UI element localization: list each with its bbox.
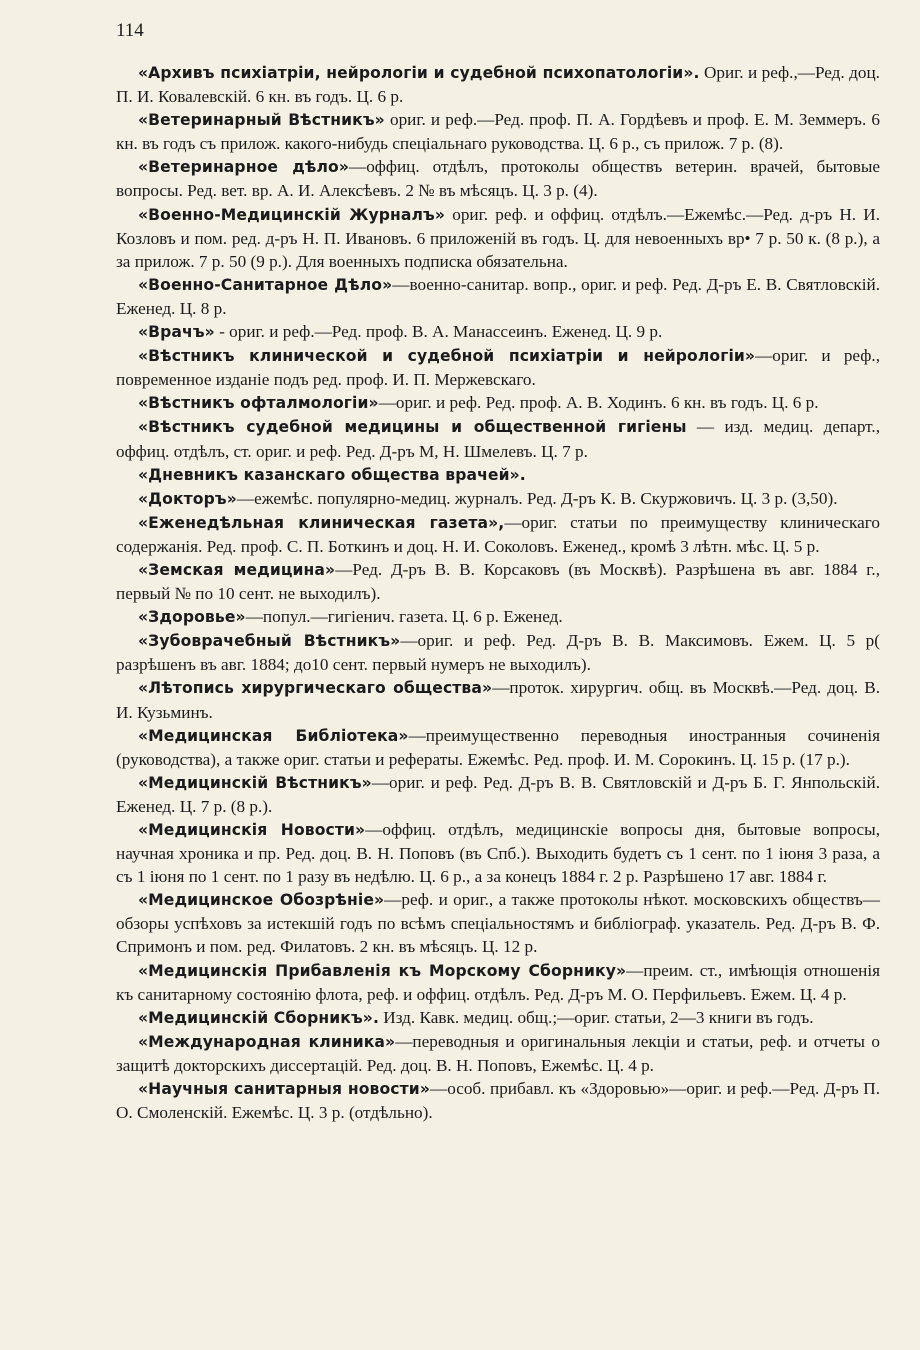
periodical-entry [116,605,880,629]
periodical-title: «Здоровье» [138,608,246,627]
periodical-title: «Дневникъ казанскаго общества врачей». [138,465,526,484]
periodical-entry [116,344,880,391]
periodical-title: «Медицинскія Прибавленія къ Морскому Сборнику» [138,961,627,980]
periodical-description: ориг. и реф.—Ред. проф. П. А. Гордѣевъ и проф. Е. М. Земмеръ. 6 кн. въ годъ съ прилож. какого-нибудь спеціальнаго руководства. Ц. 6 р., съ прилож. 7 р. (8). [116,110,880,154]
periodical-title: «Научныя санитарныя новости» [138,1080,430,1099]
periodical-title: «Ветеринарный Вѣстникъ» [138,111,385,130]
periodical-entry [116,818,880,888]
periodical-description: —ежемѣс. популярно-медиц. журналъ. Ред. Д-ръ К. В. Скуржовичъ. Ц. 3 р. (3,50). [236,488,838,508]
periodical-description: —ориг. статьи по преимуществу клиническаго содержанія. Ред. проф. С. П. Боткинъ и доц. Н. И. Соколовъ. Еженед., кромѣ 3 лѣтн. мѣс. Ц. 5 р. [116,512,880,556]
periodical-title: «Военно-Санитарное Дѣло» [138,275,393,294]
periodical-description: Ориг. и реф.,—Ред. доц. П. И. Ковалевскій. 6 кн. въ годъ. Ц. 6 р. [116,63,880,107]
periodical-title: «Врачъ» [138,323,215,342]
periodical-entry [116,888,880,958]
periodical-entry [116,771,880,818]
periodical-entry [116,108,880,155]
periodical-title: «Вѣстникъ судебной медицины и общественной гигіены [138,418,687,437]
periodicals-list [116,61,880,1124]
periodical-title: «Медицинскій Сборникъ». [138,1008,379,1027]
periodical-entry [116,1006,880,1030]
periodical-entry [116,959,880,1006]
periodical-description: ориг. реф. и оффиц. отдѣлъ.—Ежемѣс.—Ред. д-ръ Н. И. Козловъ и пом. ред. д-ръ Н. П. Ивановъ. 6 приложеній въ годъ. Ц. для невоенныхъ вр• 7 р. 50 к. (8 р.), а за прилож. 7 р. 50 (9 р.). Для военныхъ подписка обязательна. [116,204,881,271]
periodical-description: —преим. ст., имѣющія отношенія къ санитарному состоянію флота, реф. и оффиц. отдѣлъ. Ред. Д-ръ М. О. Перфильевъ. Ежем. Ц. 4 р. [116,960,880,1004]
periodical-entry [116,273,880,320]
periodical-entry [116,558,880,605]
periodical-entry [116,415,880,462]
periodical-description: —ориг. и реф. Ред. Д-ръ В. В. Максимовъ. Ежем. Ц. 5 р( разрѣшенъ въ авг. 1884; до10 сент. первый нумеръ не выходилъ). [116,631,881,675]
periodical-entry [116,511,880,558]
periodical-title: «Лѣтопись хирургическаго общества» [138,679,493,698]
periodical-entry [116,203,880,273]
periodical-entry [116,724,880,771]
periodical-title: «Вѣстникъ офталмологіи» [138,394,379,413]
periodical-entry [116,1077,880,1124]
periodical-entry [116,391,880,415]
periodical-title: «Медицинское Обозрѣніе» [138,891,385,910]
periodical-title: «Международная клиника» [138,1032,396,1051]
periodical-description: —ориг. и реф., повременное изданіе подъ ред. проф. И. П. Мержевскаго. [116,346,880,390]
periodical-description: —переводныя и оригинальныя лекціи и статьи, реф. и отчеты о защитѣ докторскихъ диссертацій. Ред. доц. В. Н. Поповъ, Ежемѣс. Ц. 4 р. [116,1031,881,1075]
periodical-title: «Еженедѣльная клиническая газета», [138,513,505,532]
periodical-entry [116,155,880,202]
periodical-title: «Медицинскія Новости» [138,821,366,839]
periodical-description: —проток. хирургич. общ. въ Москвѣ.—Ред. доц. В. И. Кузьминъ. [116,678,880,722]
periodical-description: —преимущественно переводныя иностранныя сочиненія (руководства), а также ориг. статьи и рефераты. Ежемѣс. Ред. проф. И. М. Сорокинъ. Ц. 15 р. (17 р.). [116,725,880,769]
periodical-title: «Вѣстникъ клинической и судебной психіатріи и нейрологіи» [138,347,756,366]
periodical-description: —ориг. и реф. Ред. проф. А. В. Ходинъ. 6 кн. въ годъ. Ц. 6 р. [378,393,819,413]
periodical-entry [116,487,880,511]
periodical-title: «Зубоврачебный Вѣстникъ» [138,632,401,651]
periodical-entry [116,629,880,676]
periodical-entry [116,676,880,723]
periodical-description: - ориг. и реф.—Ред. проф. В. А. Манассеинъ. Еженед. Ц. 9 р. [214,322,663,342]
periodical-description: Изд. Кавк. медиц. общ.;—ориг. статьи, 2—3 книги въ годъ. [378,1007,814,1027]
periodical-description: —военно-санитар. вопр., ориг. и реф. Ред. Д-ръ Е. В. Святловскій. Еженед. Ц. 8 р. [116,274,880,318]
page-number: 114 [116,20,144,41]
periodical-description: — изд. медиц. департ., оффиц. отдѣлъ, ст. ориг. и реф. Ред. Д-ръ М, Н. Шмелевъ. Ц. 7 р. [116,417,880,461]
periodical-description: —оффиц. отдѣлъ, протоколы обществъ ветерин. врачей, бытовые вопросы. Ред. вет. вр. А. И. Алексѣевъ. 2 № въ мѣсяцъ. Ц. 3 р. (4). [116,157,880,201]
periodical-description: —реф. и ориг., а также протоколы нѣкот. московскихъ обществъ—обзоры успѣховъ за истекшій годъ по всѣмъ спеціальностямъ и библіограф. указатель. Ред. Д-ръ В. Ф. Спримонъ и пом. ред. Филатовъ. 2 кн. въ мѣсяцъ. Ц. 12 р. [116,890,880,957]
periodical-title: «Архивъ психіатріи, нейрологіи и судебной психопатологіи». [138,64,700,82]
periodical-entry [116,1030,880,1077]
periodical-description: —ориг. и реф. Ред. Д-ръ В. В. Святловскій и Д-ръ Б. Г. Янпольскій. Еженед. Ц. 7 р. (8 р.). [116,772,880,816]
periodical-entry [116,61,880,108]
periodical-title: «Военно-Медицинскій Журналъ» [138,205,446,224]
periodical-description: —особ. прибавл. къ «Здоровью»—ориг. и реф.—Ред. Д-ръ П. О. Смоленскій. Ежемѣс. Ц. 3 р. (отдѣльно). [116,1079,880,1123]
periodical-title: «Медицинскій Вѣстникъ» [138,773,372,792]
periodical-description: —оффиц. отдѣлъ, медицинскіе вопросы дня, бытовые вопросы, научная хроника и пр. Ред. доц. В. Н. Поповъ (въ Спб.). Выходить будетъ съ 1 сент. по 1 іюня 3 раза, а съ 1 іюня по 1 сент. по 1 разу въ недѣлю. Ц. 6 р., а за конецъ 1884 г. 2 р. Разрѣшено 17 авг. 1884 г. [116,820,880,887]
periodical-title: «Земская медицина» [138,560,336,579]
periodical-title: «Медицинская Библіотека» [138,726,409,745]
periodical-entry [116,463,880,487]
periodical-title: «Ветеринарное дѣло» [138,158,349,177]
periodical-description: —Ред. Д-ръ В. В. Корсаковъ (въ Москвѣ). Разрѣшена въ авг. 1884 г., первый № по 10 сент. не выходилъ). [116,559,880,604]
periodical-description: —попул.—гигіенич. газета. Ц. 6 р. Еженед. [245,607,563,627]
periodical-entry [116,320,880,344]
periodical-title: «Докторъ» [138,489,237,508]
